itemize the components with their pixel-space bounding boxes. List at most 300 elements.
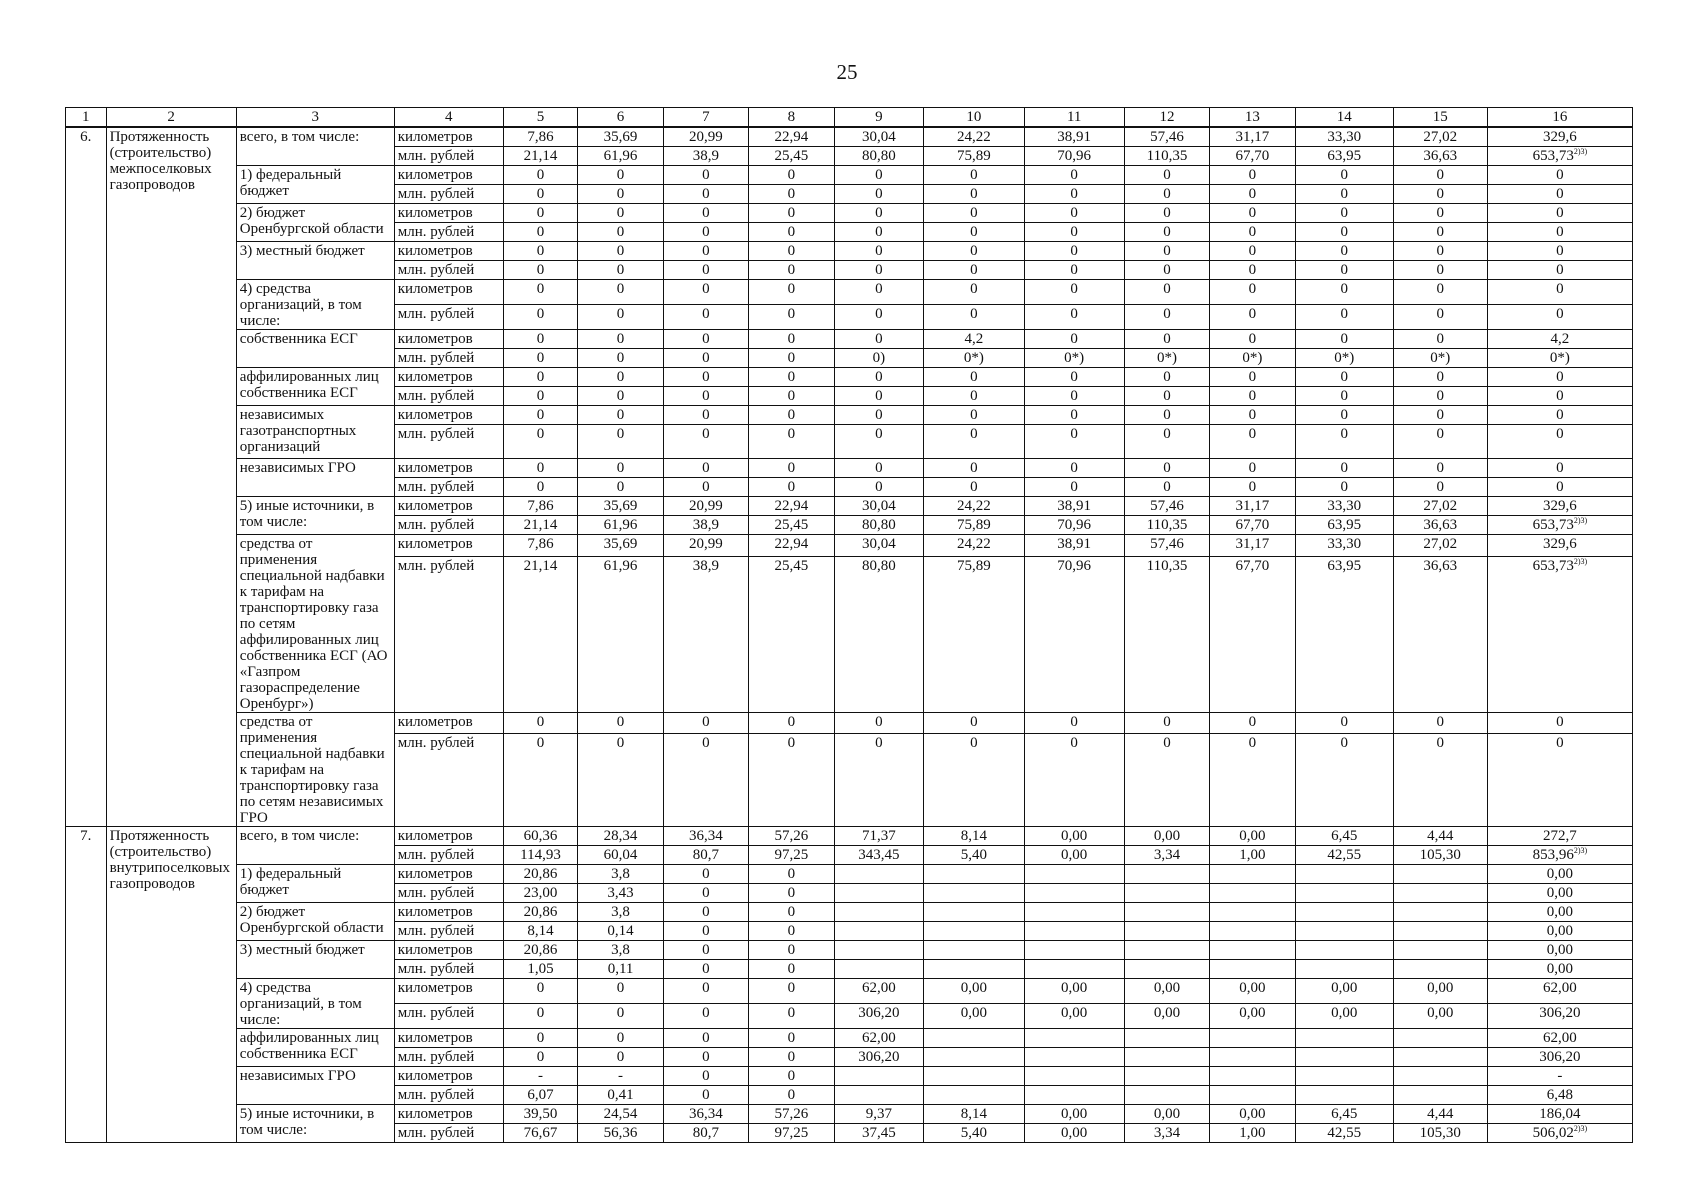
funding-source: 3) местный бюджет bbox=[236, 941, 394, 979]
value-cell bbox=[1210, 261, 1295, 280]
value-text: 0 bbox=[616, 369, 625, 385]
value-cell bbox=[834, 846, 924, 865]
value-cell bbox=[749, 406, 834, 425]
value-text: 0 bbox=[875, 426, 883, 442]
value-cell bbox=[1124, 368, 1209, 387]
value-cell bbox=[1210, 941, 1295, 960]
value-text: 0 bbox=[1340, 167, 1348, 183]
value-cell bbox=[578, 459, 663, 478]
value-cell bbox=[1487, 1105, 1632, 1124]
value-text: 0 bbox=[702, 904, 710, 920]
table-row bbox=[66, 713, 1633, 734]
value-text: 0 bbox=[536, 479, 545, 495]
value-text: 0 bbox=[1436, 734, 1445, 751]
unit-cell: километров bbox=[394, 865, 503, 884]
value-cell bbox=[834, 478, 924, 497]
unit-cell: километров bbox=[394, 1029, 503, 1048]
value-text: 0*) bbox=[1242, 350, 1263, 366]
value-cell bbox=[1024, 280, 1124, 305]
value-text: 25,45 bbox=[774, 148, 809, 164]
value-cell bbox=[578, 330, 663, 349]
value-text: 0 bbox=[536, 1030, 545, 1046]
value-cell bbox=[503, 941, 578, 960]
value-cell bbox=[503, 166, 578, 185]
value-cell bbox=[1024, 1067, 1124, 1086]
value-text: 33,30 bbox=[1327, 536, 1362, 552]
unit-cell: млн. рублей bbox=[394, 478, 503, 497]
value-cell bbox=[1124, 922, 1209, 941]
value-text: 57,26 bbox=[774, 1106, 809, 1122]
value-text: 0 bbox=[1556, 734, 1564, 751]
value-cell bbox=[749, 1029, 834, 1048]
column-header: 13 bbox=[1210, 108, 1295, 128]
value-text: 0 bbox=[536, 980, 545, 996]
value-text: 0 bbox=[702, 426, 710, 442]
value-text: 20,86 bbox=[523, 942, 558, 958]
value-text: 0 bbox=[536, 388, 545, 404]
value-text: 0 bbox=[1340, 281, 1348, 297]
value-text: 0 bbox=[536, 224, 545, 240]
value-cell bbox=[503, 1124, 578, 1143]
value-text: 0 bbox=[787, 205, 796, 221]
value-text: 0 bbox=[1163, 262, 1171, 278]
value-text: 306,20 bbox=[858, 1049, 900, 1065]
value-cell bbox=[1210, 497, 1295, 516]
value-text: 70,96 bbox=[1057, 148, 1092, 164]
value-cell bbox=[1024, 903, 1124, 922]
value-cell bbox=[1124, 478, 1209, 497]
value-cell bbox=[1210, 1086, 1295, 1105]
value-text: 0 bbox=[536, 331, 545, 347]
section-number: 6. bbox=[66, 127, 107, 827]
value-text: 114,93 bbox=[520, 847, 561, 863]
value-text: 0 bbox=[536, 281, 545, 297]
value-cell bbox=[834, 1086, 924, 1105]
value-text: 76,67 bbox=[523, 1125, 558, 1141]
value-cell bbox=[1393, 127, 1487, 147]
value-text: 0 bbox=[616, 243, 625, 259]
value-cell bbox=[1295, 406, 1393, 425]
value-cell bbox=[1487, 185, 1632, 204]
value-cell bbox=[1210, 166, 1295, 185]
unit-cell: млн. рублей bbox=[394, 305, 503, 330]
value-cell bbox=[1393, 185, 1487, 204]
value-text: 0 bbox=[1436, 186, 1445, 202]
value-cell bbox=[578, 280, 663, 305]
value-text: 36,63 bbox=[1423, 148, 1458, 164]
unit-cell: километров bbox=[394, 166, 503, 185]
value-text: 3,43 bbox=[607, 885, 634, 901]
value-cell bbox=[1210, 223, 1295, 242]
value-cell bbox=[1393, 941, 1487, 960]
value-text: 0 bbox=[1340, 331, 1348, 347]
value-cell bbox=[1487, 330, 1632, 349]
value-cell bbox=[578, 497, 663, 516]
unit-cell: млн. рублей bbox=[394, 1004, 503, 1029]
value-cell bbox=[1024, 425, 1124, 459]
value-text: 0 bbox=[616, 714, 625, 730]
value-cell bbox=[1210, 733, 1295, 826]
value-cell bbox=[503, 127, 578, 147]
value-cell bbox=[749, 349, 834, 368]
value-cell bbox=[1124, 516, 1209, 535]
value-cell bbox=[834, 349, 924, 368]
value-cell bbox=[1295, 204, 1393, 223]
value-cell bbox=[1124, 330, 1209, 349]
value-text: 0 bbox=[1070, 205, 1078, 221]
value-text: 329,6 bbox=[1542, 129, 1577, 145]
value-text: 0,00 bbox=[1546, 885, 1573, 901]
value-text: 57,26 bbox=[774, 828, 809, 844]
table-row bbox=[66, 903, 1633, 922]
value-cell bbox=[1487, 1004, 1632, 1029]
value-text: 33,30 bbox=[1327, 498, 1362, 514]
value-cell bbox=[924, 1004, 1024, 1029]
value-text: 33,30 bbox=[1327, 129, 1362, 145]
value-text: 0 bbox=[1556, 262, 1564, 278]
footnote-marker: 2)3) bbox=[1573, 556, 1588, 566]
value-cell bbox=[663, 305, 748, 330]
value-cell bbox=[503, 884, 578, 903]
value-text: 38,9 bbox=[692, 148, 720, 164]
value-cell bbox=[663, 425, 748, 459]
value-text: 0 bbox=[536, 734, 545, 751]
unit-cell: километров bbox=[394, 827, 503, 846]
value-cell bbox=[1487, 261, 1632, 280]
value-cell bbox=[834, 1029, 924, 1048]
value-text: 35,69 bbox=[603, 129, 638, 145]
value-cell bbox=[1124, 1029, 1209, 1048]
value-text: 0 bbox=[616, 281, 625, 297]
value-cell bbox=[1393, 497, 1487, 516]
value-cell bbox=[1393, 261, 1487, 280]
value-cell bbox=[1295, 349, 1393, 368]
value-text: 56,36 bbox=[603, 1125, 638, 1141]
value-text: 105,30 bbox=[1419, 847, 1461, 863]
value-cell bbox=[1295, 425, 1393, 459]
value-cell bbox=[1487, 478, 1632, 497]
value-cell bbox=[503, 516, 578, 535]
value-text: 0 bbox=[1436, 224, 1445, 240]
value-text: 4,44 bbox=[1427, 828, 1454, 844]
value-cell bbox=[924, 478, 1024, 497]
value-cell bbox=[503, 535, 578, 557]
value-text: 0 bbox=[970, 426, 978, 442]
value-cell bbox=[1295, 733, 1393, 826]
value-cell bbox=[1124, 884, 1209, 903]
funding-source: всего, в том числе: bbox=[236, 827, 394, 865]
value-text: 0 bbox=[616, 479, 625, 495]
value-text: 0 bbox=[970, 281, 978, 297]
value-text: 61,96 bbox=[603, 557, 638, 574]
value-cell bbox=[1124, 827, 1209, 846]
value-text: 0 bbox=[1070, 224, 1078, 240]
value-text: 343,45 bbox=[858, 847, 900, 863]
value-cell bbox=[749, 368, 834, 387]
value-text: 61,96 bbox=[603, 148, 638, 164]
value-cell bbox=[1393, 147, 1487, 166]
value-cell bbox=[503, 922, 578, 941]
value-text: 0 bbox=[970, 205, 978, 221]
value-text: 0,00 bbox=[1061, 828, 1088, 844]
value-cell bbox=[834, 330, 924, 349]
value-cell bbox=[663, 846, 748, 865]
value-cell bbox=[924, 387, 1024, 406]
value-text: 0 bbox=[1436, 714, 1445, 730]
value-text: 8,14 bbox=[960, 828, 987, 844]
footnote-marker: 2)3) bbox=[1573, 516, 1588, 525]
value-text: 0,00 bbox=[1239, 828, 1266, 844]
value-cell bbox=[1124, 261, 1209, 280]
value-cell bbox=[749, 827, 834, 846]
value-text: 0 bbox=[787, 885, 796, 901]
value-text: 0 bbox=[875, 186, 883, 202]
value-cell bbox=[503, 1048, 578, 1067]
value-cell bbox=[924, 497, 1024, 516]
value-text: 35,69 bbox=[603, 536, 638, 552]
value-cell bbox=[1295, 827, 1393, 846]
value-cell bbox=[1024, 922, 1124, 941]
value-text: 0 bbox=[1248, 460, 1257, 476]
value-text: 0,00 bbox=[1153, 1106, 1181, 1122]
table-row bbox=[66, 242, 1633, 261]
column-header: 2 bbox=[106, 108, 236, 128]
value-text: 0 bbox=[875, 243, 883, 259]
value-cell bbox=[1124, 459, 1209, 478]
value-cell bbox=[1210, 903, 1295, 922]
value-cell bbox=[834, 1048, 924, 1067]
value-cell bbox=[1487, 941, 1632, 960]
value-cell bbox=[663, 865, 748, 884]
funding-source: 1) федеральный бюджет bbox=[236, 166, 394, 204]
value-text: 0 bbox=[970, 262, 978, 278]
value-cell bbox=[1210, 305, 1295, 330]
value-text: 0 bbox=[702, 714, 710, 730]
value-text: 36,34 bbox=[689, 828, 723, 844]
value-text: 21,14 bbox=[523, 517, 558, 533]
column-header: 11 bbox=[1024, 108, 1124, 128]
value-text: 27,02 bbox=[1423, 498, 1458, 514]
table-row bbox=[66, 166, 1633, 185]
value-cell bbox=[663, 1004, 748, 1029]
value-cell bbox=[834, 497, 924, 516]
value-cell bbox=[1393, 713, 1487, 734]
value-text: 23,00 bbox=[523, 885, 558, 901]
value-text: 0 bbox=[875, 714, 883, 730]
value-text: 0 bbox=[702, 243, 710, 259]
value-cell bbox=[503, 459, 578, 478]
value-text: 0 bbox=[875, 281, 883, 297]
value-text: 0 bbox=[787, 1068, 796, 1084]
table-row bbox=[66, 1029, 1633, 1048]
value-text: 0*) bbox=[1334, 350, 1355, 366]
value-cell bbox=[578, 733, 663, 826]
value-text: 6,45 bbox=[1331, 1106, 1358, 1122]
value-cell bbox=[834, 922, 924, 941]
value-text: 0,00 bbox=[1239, 1106, 1266, 1122]
value-cell bbox=[503, 903, 578, 922]
value-text: 24,22 bbox=[956, 536, 991, 552]
value-cell bbox=[1393, 1105, 1487, 1124]
value-text: 0 bbox=[1248, 369, 1257, 385]
value-text: 0 bbox=[616, 350, 625, 366]
value-cell bbox=[1210, 865, 1295, 884]
value-cell bbox=[503, 1004, 578, 1029]
value-text: 0 bbox=[875, 388, 883, 404]
value-cell bbox=[749, 1124, 834, 1143]
value-text: 57,46 bbox=[1150, 498, 1184, 514]
value-text: 0 bbox=[875, 369, 883, 385]
value-text: 0 bbox=[787, 426, 796, 442]
value-cell bbox=[924, 261, 1024, 280]
value-cell bbox=[1124, 1004, 1209, 1029]
unit-cell: млн. рублей bbox=[394, 960, 503, 979]
value-text: 0,41 bbox=[607, 1087, 634, 1103]
value-text: 0,00 bbox=[1546, 904, 1573, 920]
value-cell bbox=[1024, 1004, 1124, 1029]
unit-cell: млн. рублей bbox=[394, 846, 503, 865]
value-cell bbox=[749, 1086, 834, 1105]
value-cell bbox=[1393, 556, 1487, 712]
page-number: 25 bbox=[836, 60, 858, 84]
value-cell bbox=[1210, 827, 1295, 846]
value-cell bbox=[1487, 516, 1632, 535]
value-cell bbox=[924, 368, 1024, 387]
value-text: 0 bbox=[616, 205, 625, 221]
value-text: 0,00 bbox=[1546, 942, 1573, 958]
funding-source: 4) средства организаций, в том числе: bbox=[236, 280, 394, 330]
value-text: 0 bbox=[787, 407, 796, 423]
value-cell bbox=[663, 1048, 748, 1067]
value-text: 8,14 bbox=[527, 923, 554, 939]
value-text: 7,86 bbox=[527, 536, 554, 552]
value-text: 80,7 bbox=[692, 1125, 720, 1141]
column-header: 10 bbox=[924, 108, 1024, 128]
value-text: 0 bbox=[1248, 306, 1257, 322]
value-cell bbox=[1295, 535, 1393, 557]
value-cell bbox=[924, 1067, 1024, 1086]
value-text: 4,2 bbox=[964, 331, 984, 347]
funding-source: 4) средства организаций, в том числе: bbox=[236, 979, 394, 1029]
value-text: 0 bbox=[1436, 331, 1445, 347]
value-text: 27,02 bbox=[1423, 536, 1458, 552]
value-cell bbox=[834, 535, 924, 557]
value-cell bbox=[503, 280, 578, 305]
value-text: 0 bbox=[1556, 407, 1564, 423]
value-cell bbox=[924, 147, 1024, 166]
value-text: 31,17 bbox=[1235, 536, 1270, 552]
value-cell bbox=[503, 960, 578, 979]
value-text: 0 bbox=[787, 460, 796, 476]
value-text: 0 bbox=[970, 306, 978, 322]
unit-cell: млн. рублей bbox=[394, 387, 503, 406]
unit-cell: километров bbox=[394, 1105, 503, 1124]
value-cell bbox=[578, 223, 663, 242]
value-cell bbox=[503, 349, 578, 368]
value-cell bbox=[1295, 846, 1393, 865]
value-text: 186,04 bbox=[1539, 1106, 1581, 1122]
value-cell bbox=[1210, 1067, 1295, 1086]
value-cell bbox=[1393, 884, 1487, 903]
value-cell bbox=[1210, 185, 1295, 204]
value-cell bbox=[578, 516, 663, 535]
value-cell bbox=[663, 903, 748, 922]
unit-cell: млн. рублей bbox=[394, 922, 503, 941]
value-text: 0 bbox=[1163, 306, 1171, 322]
value-text: 0 bbox=[702, 1005, 710, 1021]
value-cell bbox=[578, 846, 663, 865]
value-text: 0,00 bbox=[1153, 980, 1181, 996]
value-text: 0 bbox=[1556, 224, 1564, 240]
value-cell bbox=[924, 1048, 1024, 1067]
footnote-marker: 2)3) bbox=[1573, 1124, 1588, 1133]
value-text: 0 bbox=[1436, 369, 1445, 385]
value-cell bbox=[924, 459, 1024, 478]
value-cell bbox=[924, 903, 1024, 922]
value-cell bbox=[749, 387, 834, 406]
value-cell bbox=[1024, 1086, 1124, 1105]
value-text: 306,20 bbox=[1539, 1005, 1581, 1021]
value-text: 80,7 bbox=[692, 847, 720, 863]
value-text: 0 bbox=[1163, 407, 1171, 423]
value-cell bbox=[663, 1105, 748, 1124]
value-cell bbox=[834, 884, 924, 903]
funding-source: независимых ГРО bbox=[236, 459, 394, 497]
value-cell bbox=[1124, 960, 1209, 979]
value-cell bbox=[578, 865, 663, 884]
value-text: 0 bbox=[1436, 460, 1445, 476]
section-number: 7. bbox=[66, 827, 107, 1143]
value-text: 0 bbox=[702, 734, 710, 751]
value-cell bbox=[924, 1105, 1024, 1124]
value-text: 71,37 bbox=[861, 828, 896, 844]
value-text: 0 bbox=[1340, 369, 1348, 385]
value-text: 0 bbox=[787, 224, 796, 240]
value-text: 24,22 bbox=[956, 129, 991, 145]
value-text: 0 bbox=[1070, 186, 1078, 202]
value-cell bbox=[749, 127, 834, 147]
unit-cell: млн. рублей bbox=[394, 733, 503, 826]
value-text: 0 bbox=[1556, 306, 1564, 322]
value-cell bbox=[1210, 979, 1295, 1004]
value-text: 0*) bbox=[1157, 350, 1178, 366]
value-cell bbox=[1487, 280, 1632, 305]
value-cell bbox=[1024, 147, 1124, 166]
value-text: 0*) bbox=[1064, 350, 1085, 366]
value-cell bbox=[503, 406, 578, 425]
value-text: 653,73 bbox=[1532, 557, 1574, 574]
value-text: 0 bbox=[1340, 479, 1348, 495]
value-cell bbox=[578, 1124, 663, 1143]
value-text: 0 bbox=[875, 734, 883, 751]
value-cell bbox=[1210, 516, 1295, 535]
value-text: 0 bbox=[875, 262, 883, 278]
value-text: 0 bbox=[702, 460, 710, 476]
value-text: 0,11 bbox=[607, 961, 634, 977]
value-text: 0 bbox=[970, 388, 978, 404]
value-text: 30,04 bbox=[861, 498, 896, 514]
value-cell bbox=[834, 204, 924, 223]
value-cell bbox=[1210, 459, 1295, 478]
value-cell bbox=[1393, 827, 1487, 846]
value-cell bbox=[1024, 979, 1124, 1004]
value-text: 39,50 bbox=[523, 1106, 558, 1122]
value-cell bbox=[1487, 166, 1632, 185]
value-cell bbox=[1124, 979, 1209, 1004]
value-text: 0,00 bbox=[1153, 828, 1181, 844]
value-cell bbox=[924, 166, 1024, 185]
value-text: 0 bbox=[536, 262, 545, 278]
